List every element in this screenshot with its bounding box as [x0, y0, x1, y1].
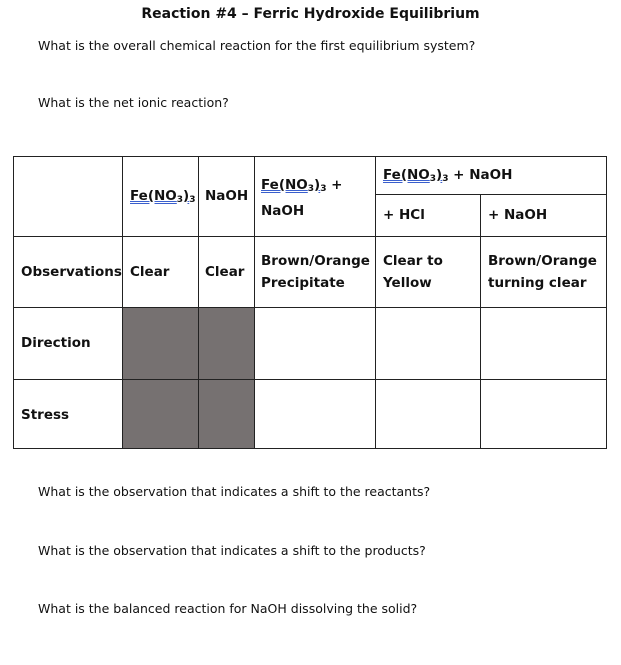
observation-fe-no3: Clear	[130, 264, 170, 280]
table-border	[606, 156, 607, 449]
question-overall-reaction: What is the overall chemical reaction for the first equilibrium system?	[38, 38, 476, 53]
shaded-cell	[199, 380, 254, 448]
row-label-stress: Stress	[21, 407, 70, 423]
table-border	[13, 236, 607, 237]
observation-mix: Brown/Orange Precipitate	[261, 253, 370, 291]
shaded-cell	[123, 380, 198, 448]
observation-hcl: Clear to Yellow	[383, 253, 443, 291]
table-border	[13, 156, 607, 157]
table-border	[13, 448, 607, 449]
shaded-cell	[123, 308, 198, 379]
observation-naoh-added: Brown/Orange turning clear	[488, 253, 597, 291]
header-fe-naoh-mix: $Fe(NO_3)_3$ + NaOH	[261, 177, 343, 219]
table-border	[13, 379, 607, 380]
table-border	[198, 156, 199, 449]
header-group-fe-naoh: $Fe(NO_3)_3$ + NaOH	[383, 167, 513, 184]
question-net-ionic: What is the net ionic reaction?	[38, 95, 229, 110]
page-title: Reaction #4 – Ferric Hydroxide Equilibrium	[141, 6, 480, 22]
table-border	[254, 156, 255, 449]
header-plus-hcl: + HCl	[383, 207, 425, 223]
row-label-direction: Direction	[21, 335, 91, 351]
table-border	[375, 194, 607, 195]
table-border	[13, 156, 14, 449]
header-fe-no3: $Fe(NO_3)_3$	[130, 188, 196, 205]
observation-naoh: Clear	[205, 264, 245, 280]
question-shift-reactants: What is the observation that indicates a shift to the reactants?	[38, 484, 431, 499]
shaded-cell	[199, 308, 254, 379]
question-shift-products: What is the observation that indicates a shift to the products?	[38, 543, 426, 558]
table-border	[122, 156, 123, 449]
table-border	[480, 194, 481, 449]
table-border	[13, 307, 607, 308]
header-plus-naoh: + NaOH	[488, 207, 548, 223]
header-naoh: NaOH	[205, 188, 249, 204]
row-label-observations: Observations	[21, 264, 122, 280]
question-balanced-reaction: What is the balanced reaction for NaOH dissolving the solid?	[38, 601, 418, 616]
table-border	[375, 156, 376, 449]
